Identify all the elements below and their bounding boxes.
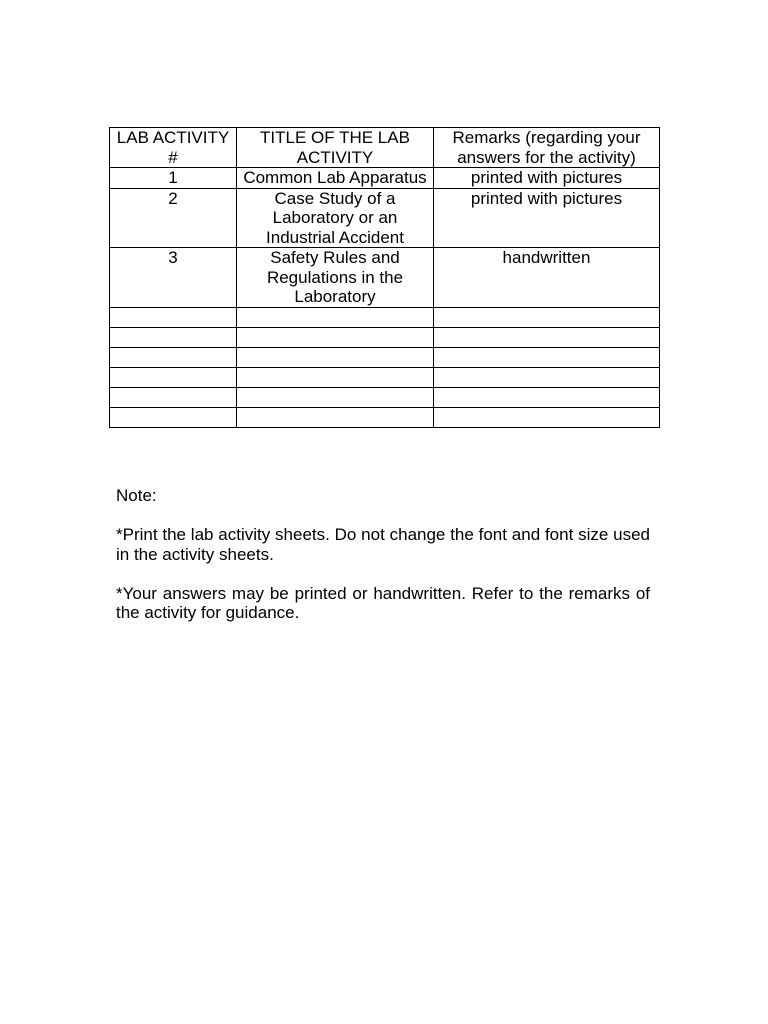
- table-row: [110, 248, 660, 308]
- empty-cell: [434, 387, 660, 407]
- empty-cell: [110, 307, 237, 327]
- empty-cell: [237, 407, 434, 427]
- table-row: [110, 168, 660, 189]
- empty-table-row: [110, 307, 660, 327]
- empty-table-row: [110, 407, 660, 427]
- activity-title-cell: Case Study of a Laboratory or an Industrial Accident: [237, 188, 434, 248]
- activity-remarks-cell: printed with pictures: [434, 168, 660, 189]
- activity-remarks-cell: handwritten: [434, 248, 660, 308]
- empty-table-row: [110, 367, 660, 387]
- empty-cell: [110, 387, 237, 407]
- empty-rows-group: [110, 307, 660, 427]
- empty-cell: [434, 307, 660, 327]
- table-row: [110, 188, 660, 248]
- empty-table-row: [110, 347, 660, 367]
- empty-cell: [110, 327, 237, 347]
- empty-cell: [237, 347, 434, 367]
- header-remarks: Remarks (regarding your answers for the activity): [434, 128, 660, 168]
- activity-title-cell: Safety Rules and Regulations in the Laboratory: [237, 248, 434, 308]
- empty-cell: [434, 327, 660, 347]
- activity-number-cell: 1: [110, 168, 237, 189]
- activity-number-cell: 3: [110, 248, 237, 308]
- header-lab-activity-title: TITLE OF THE LAB ACTIVITY: [237, 128, 434, 168]
- notes-section: [116, 486, 650, 642]
- empty-table-row: [110, 387, 660, 407]
- empty-table-row: [110, 327, 660, 347]
- empty-cell: [237, 307, 434, 327]
- empty-cell: [110, 347, 237, 367]
- empty-cell: [237, 367, 434, 387]
- lab-activity-table: [109, 127, 660, 428]
- empty-cell: [110, 407, 237, 427]
- activity-number-cell: 2: [110, 188, 237, 248]
- notes-heading: Note:: [116, 486, 157, 505]
- empty-cell: [434, 367, 660, 387]
- empty-cell: [110, 367, 237, 387]
- activity-remarks-cell: printed with pictures: [434, 188, 660, 248]
- header-lab-activity-number: LAB ACTIVITY #: [110, 128, 237, 168]
- empty-cell: [434, 407, 660, 427]
- table-header-row: [110, 128, 660, 168]
- empty-cell: [237, 327, 434, 347]
- empty-cell: [434, 347, 660, 367]
- empty-cell: [237, 387, 434, 407]
- activity-title-cell: Common Lab Apparatus: [237, 168, 434, 189]
- note-item: *Print the lab activity sheets. Do not change the font and font size used in the activity sheets.: [116, 525, 650, 564]
- note-item: *Your answers may be printed or handwritten. Refer to the remarks of the activity for guidance.: [116, 583, 650, 622]
